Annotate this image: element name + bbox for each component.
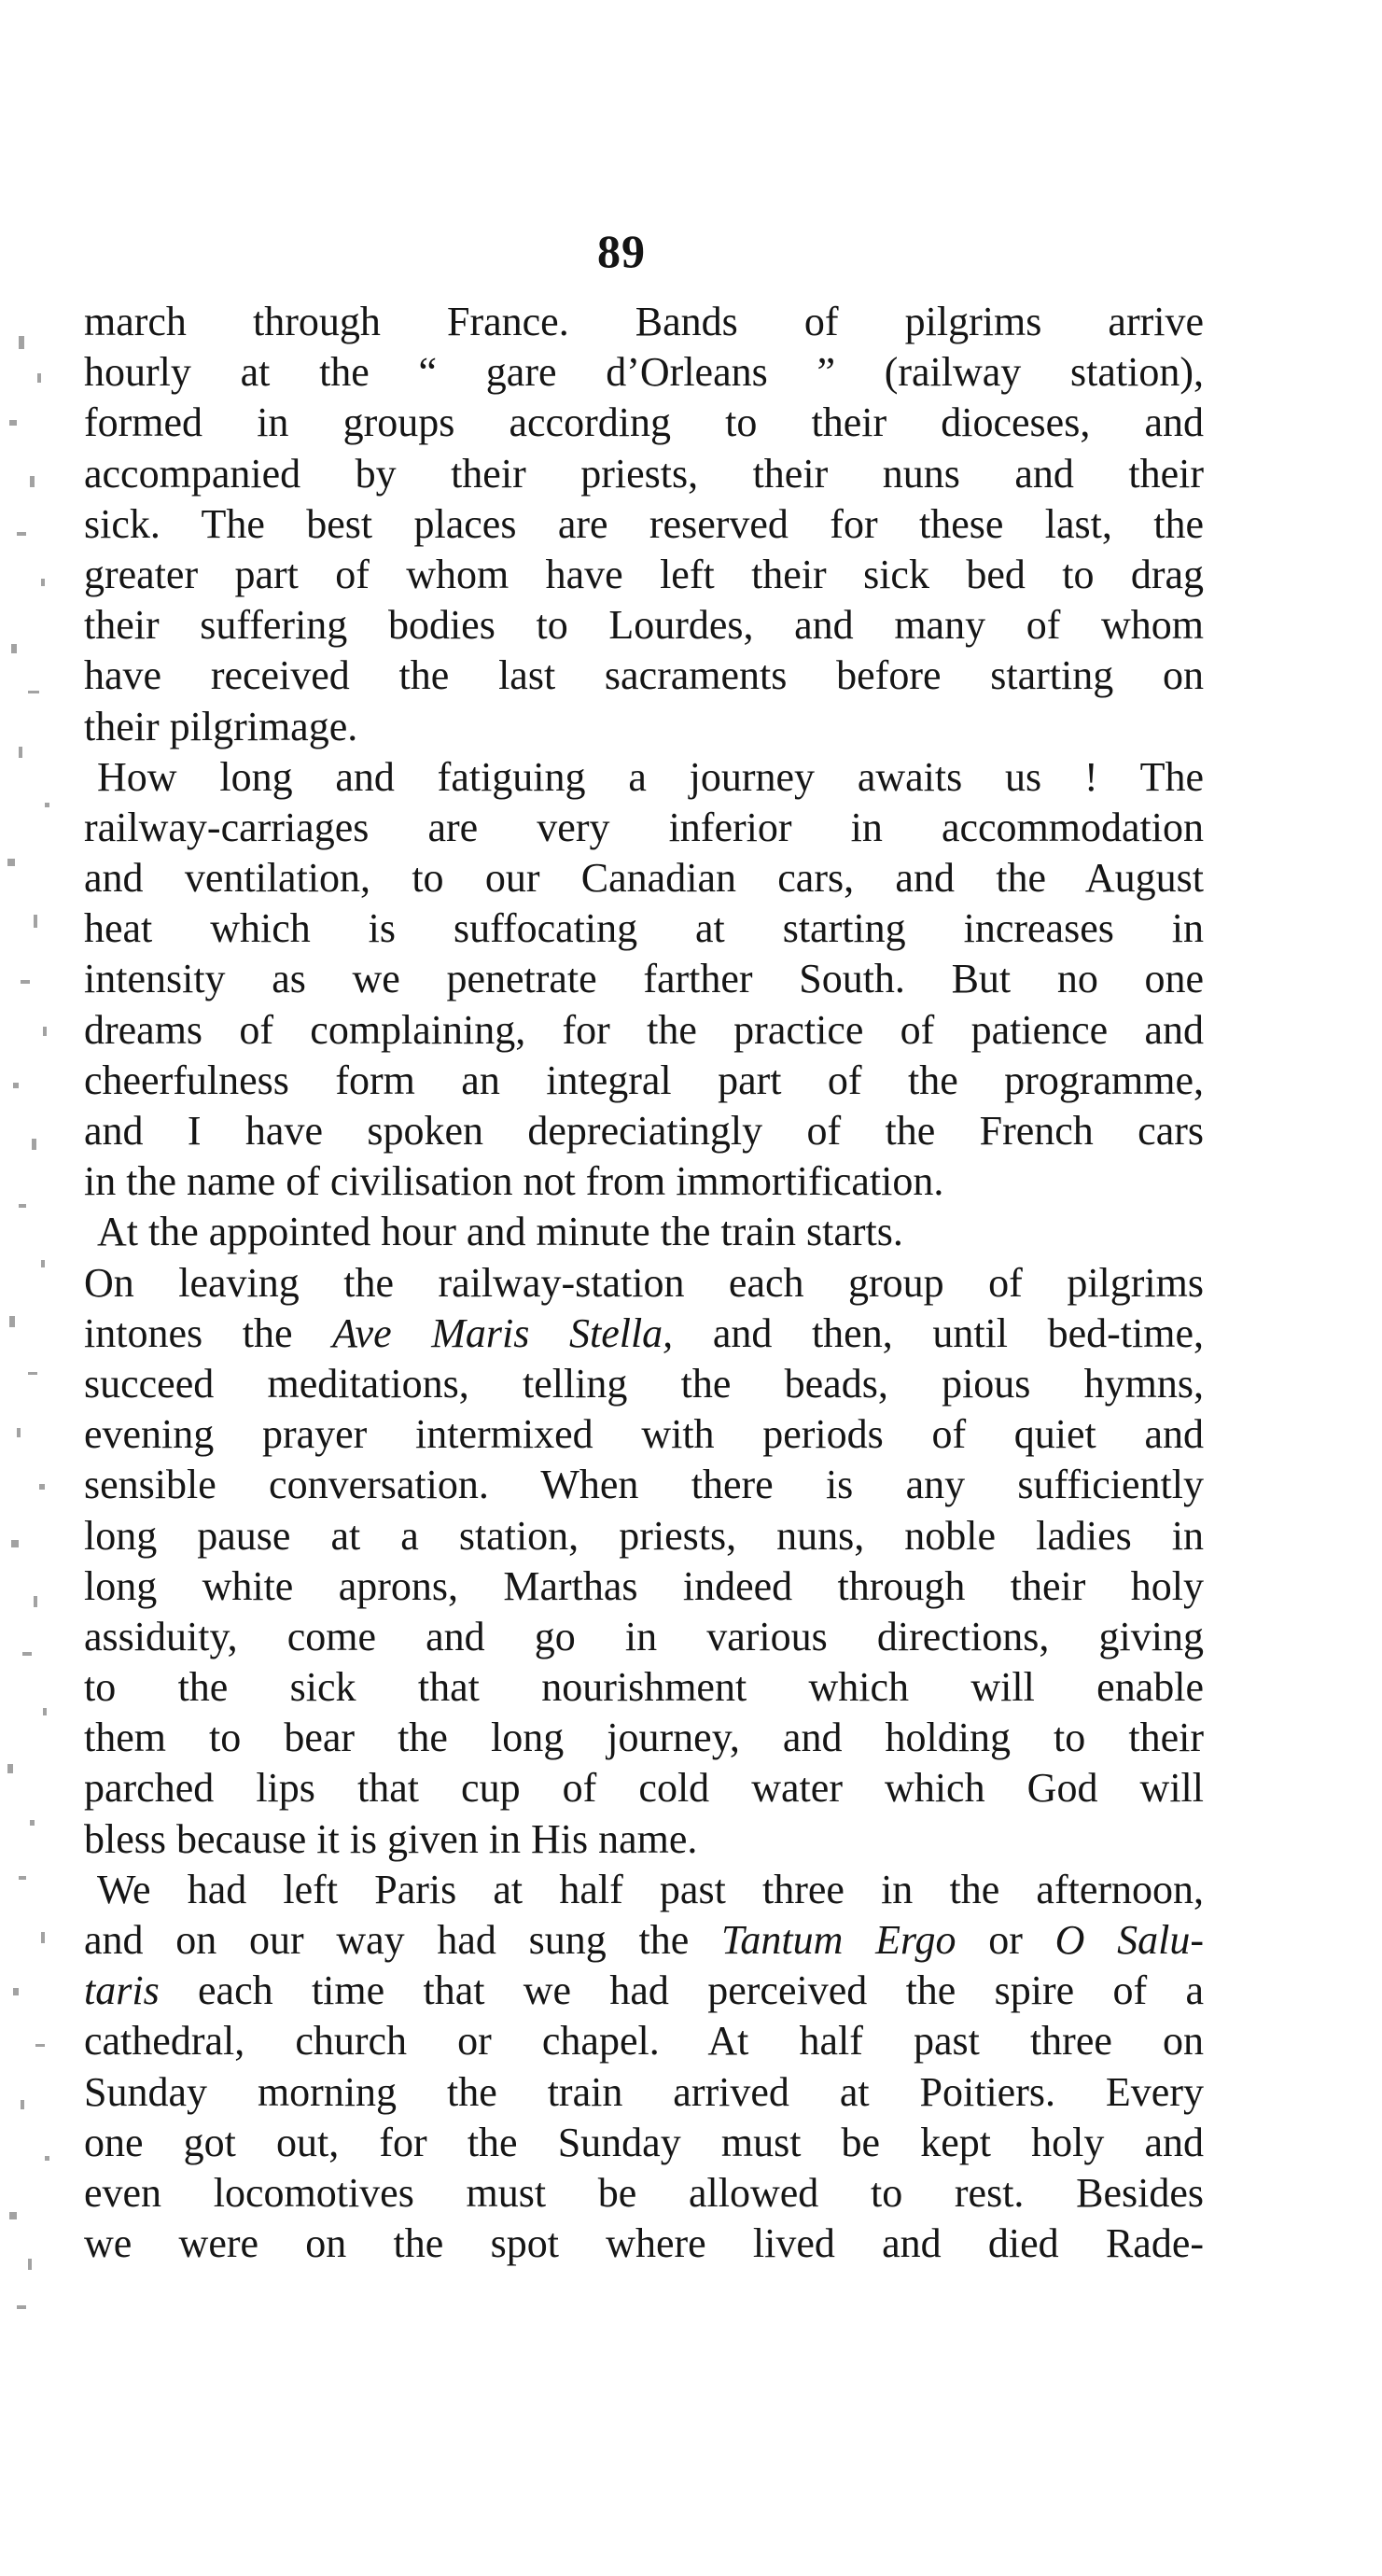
scan-speck: [41, 1260, 45, 1267]
scan-speck: [13, 1083, 19, 1088]
scan-speck: [45, 2156, 49, 2161]
text-run: evening prayer intermixed with periods of quiet and: [84, 1411, 1204, 1458]
scan-speck: [21, 980, 30, 984]
italic-text: taris: [84, 1967, 160, 2014]
text-line: [84, 600, 1204, 651]
text-line: [84, 1309, 1204, 1359]
italic-text: O Salu-: [1054, 1917, 1205, 1963]
scan-speck: [7, 859, 15, 866]
text-run: railway-carriages are very inferior in accommodation: [84, 804, 1204, 850]
scan-speck: [34, 915, 37, 928]
text-line: [84, 702, 1204, 752]
text-line: [84, 1763, 1204, 1813]
text-run: cathedral, church or chapel. At half past three on: [84, 2018, 1204, 2065]
text-run: At the appointed hour and minute the train starts.: [97, 1209, 903, 1255]
scan-speck: [19, 336, 24, 349]
text-run: On leaving the railway-station each group of pilgrims: [84, 1259, 1204, 1306]
text-run: bless because it is given in His name.: [84, 1815, 698, 1862]
scan-speck: [13, 1988, 19, 1995]
text-line: [84, 297, 1204, 347]
text-line: [84, 1511, 1204, 1561]
text-run: heat which is suffocating at starting increases in: [84, 905, 1204, 952]
text-line: [84, 550, 1204, 600]
text-run: succeed meditations, telling the beads, pious hymns,: [84, 1360, 1204, 1407]
scan-speck: [28, 2259, 32, 2270]
scan-speck: [11, 644, 17, 653]
text-run: have received the last sacraments before starting on: [84, 652, 1204, 699]
text-run: long white aprons, Marthas indeed through their holy: [84, 1562, 1204, 1609]
text-line: [84, 803, 1204, 853]
scan-speck: [28, 691, 39, 693]
text-line: [84, 2168, 1204, 2219]
text-run: assiduity, come and go in various directions, giving: [84, 1613, 1204, 1659]
scan-speck: [43, 1708, 47, 1715]
text-run: parched lips that cup of cold water which God will: [84, 1765, 1204, 1812]
scan-speck: [11, 1540, 19, 1547]
text-line: [84, 1106, 1204, 1156]
text-line: [84, 2016, 1204, 2066]
scan-speck: [43, 1027, 47, 1036]
text-line: [84, 1409, 1204, 1460]
text-line: [84, 954, 1204, 1004]
text-line: [84, 347, 1204, 398]
scan-speck: [17, 2305, 26, 2309]
text-line: [84, 1359, 1204, 1409]
text-run: in the name of civilisation not from immortification.: [84, 1158, 944, 1205]
text-run: them to bear the long journey, and holding to their: [84, 1715, 1204, 1761]
text-run: sick. The best places are reserved for these last, the: [84, 500, 1204, 547]
text-line: [84, 1713, 1204, 1763]
scan-speck: [28, 1372, 37, 1375]
text-run: and then, until bed-time,: [712, 1309, 1205, 1356]
text-line: [84, 2067, 1204, 2118]
text-line: [84, 398, 1204, 448]
scan-speck: [41, 579, 45, 586]
text-line: [84, 1056, 1204, 1106]
text-line: [84, 1865, 1204, 1915]
text-line: [84, 449, 1204, 499]
italic-text: Tantum Ergo: [720, 1917, 956, 1963]
text-line: [84, 853, 1204, 903]
text-line: [84, 2118, 1204, 2168]
text-line: [84, 651, 1204, 701]
scan-speck: [9, 1316, 15, 1327]
text-run: How long and fatiguing a journey awaits us ! The: [97, 753, 1204, 800]
scan-speck: [30, 1820, 35, 1826]
text-line: [84, 752, 1204, 803]
text-line: [84, 1612, 1204, 1662]
text-line: [84, 2219, 1204, 2269]
text-run: march through France. Bands of pilgrims arrive: [84, 299, 1204, 344]
scan-speck: [17, 532, 26, 536]
text-line: [84, 1005, 1204, 1056]
text-run: sensible conversation. When there is any sufficiently: [84, 1462, 1204, 1508]
text-run: Sunday morning the train arrived at Poitiers. Every: [84, 2068, 1204, 2115]
text-line: [84, 1460, 1204, 1510]
text-run: intensity as we penetrate farther South. But no one: [84, 956, 1204, 1002]
scan-speck: [7, 1764, 13, 1773]
text-line: [84, 1258, 1204, 1309]
scan-speck: [22, 1652, 32, 1656]
text-run: even locomotives must be allowed to rest. Besides: [84, 2169, 1204, 2216]
text-run: their suffering bodies to Lourdes, and many of whom: [84, 602, 1204, 649]
scan-speck: [19, 1204, 26, 1208]
scan-speck: [32, 1139, 36, 1150]
scan-speck: [9, 420, 17, 426]
text-line: [84, 1814, 1204, 1865]
scan-speck: [41, 1932, 45, 1943]
text-run: or: [988, 1917, 1023, 1963]
scan-speck: [19, 1876, 26, 1880]
text-run: dreams of complaining, for the practice of patience and: [84, 1006, 1204, 1053]
scan-speck: [39, 1484, 45, 1490]
scan-speck: [21, 2100, 24, 2109]
text-run: accompanied by their priests, their nuns and their: [84, 450, 1204, 497]
italic-text: Ave Maris Stella,: [332, 1309, 674, 1356]
text-run: to the sick that nourishment which will enable: [84, 1664, 1204, 1711]
text-run: we were on the spot where lived and died Rade-: [84, 2220, 1204, 2267]
text-line: [84, 903, 1204, 954]
text-line: [84, 1561, 1204, 1612]
text-run: and on our way had sung the: [84, 1917, 690, 1963]
text-line: [84, 1662, 1204, 1713]
text-run: and ventilation, to our Canadian cars, and the August: [84, 855, 1204, 902]
text-run: formed in groups according to their dioceses, and: [84, 399, 1204, 446]
text-line: [84, 1156, 1204, 1207]
text-line: [84, 1207, 1204, 1257]
text-run: intones the: [84, 1309, 293, 1356]
text-run: long pause at a station, priests, nuns, noble ladies in: [84, 1512, 1204, 1559]
body-text: [84, 297, 1204, 2269]
scan-edge-noise: [0, 336, 75, 2576]
page-number: 89: [597, 225, 646, 277]
scan-speck: [17, 1428, 21, 1437]
scan-speck: [37, 373, 41, 383]
text-run: hourly at the “ gare d’Orleans ” (railway station),: [84, 349, 1204, 396]
text-run: and I have spoken depreciatingly of the French cars: [84, 1108, 1204, 1154]
text-run: their pilgrimage.: [84, 703, 358, 749]
scan-speck: [45, 803, 49, 807]
text-run: cheerfulness form an integral part of the programme,: [84, 1057, 1204, 1103]
text-line: [84, 1966, 1204, 2016]
text-run: We had left Paris at half past three in the afternoon,: [97, 1866, 1204, 1912]
text-line: [84, 1915, 1204, 1966]
text-run: one got out, for the Sunday must be kept holy and: [84, 2119, 1204, 2165]
text-run: greater part of whom have left their sick bed to drag: [84, 551, 1204, 597]
text-line: [84, 499, 1204, 550]
text-run: each time that we had perceived the spire of a: [198, 1967, 1205, 2014]
scan-speck: [30, 476, 35, 487]
scan-speck: [34, 1596, 37, 1607]
scan-speck: [19, 747, 22, 758]
scan-speck: [9, 2212, 17, 2219]
scan-speck: [35, 2044, 45, 2047]
